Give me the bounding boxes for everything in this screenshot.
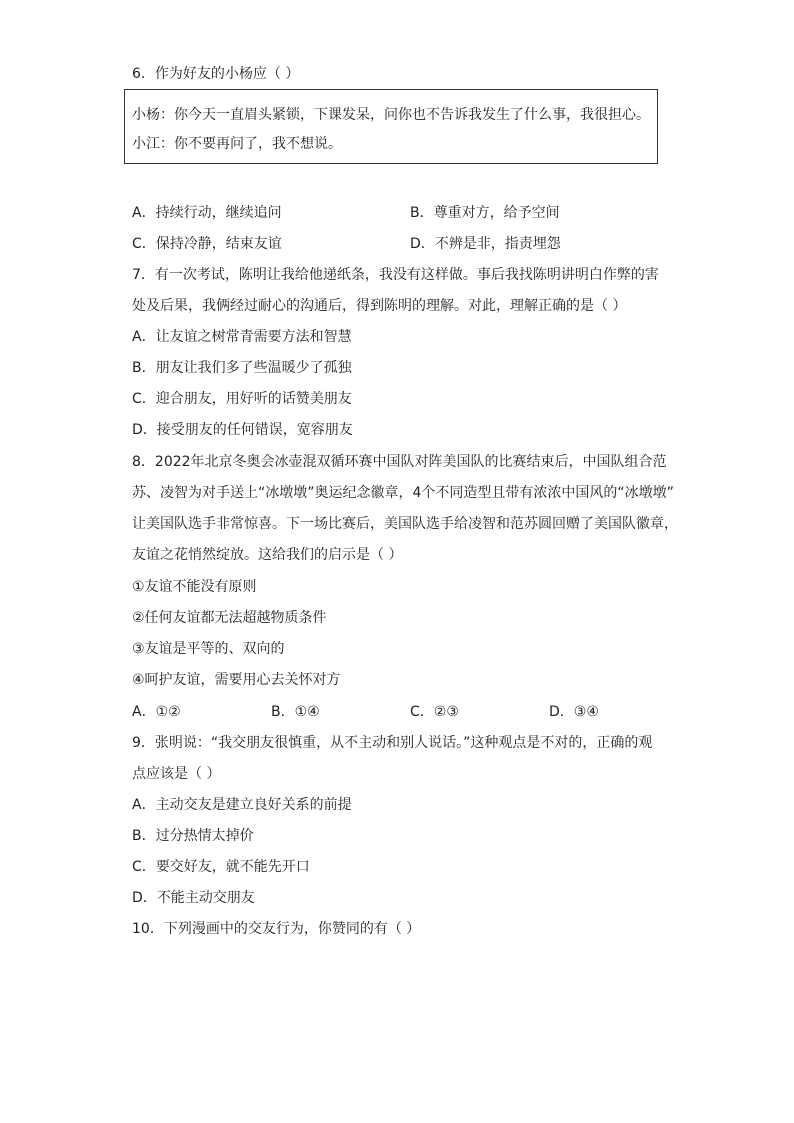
q8-stem-line: 友谊之花悄然绽放。这给我们的启示是（ ） [132, 547, 403, 563]
q9-stem-line: 点应该是（ ） [132, 766, 221, 782]
q9-stem-line: 9．张明说：“我交朋友很慎重，从不主动和别人说话。”这种观点是不对的，正确的观 [132, 735, 653, 751]
q6-stem: 6．作为好友的小杨应（ ） [132, 66, 300, 82]
q7-stem-line: 7．有一次考试，陈明让我给他递纸条，我没有这样做。事后我找陈明讲明白作弊的害 [132, 267, 659, 283]
q6-option-d: D．不辨是非，指责埋怨 [410, 236, 561, 252]
q7-option-a: A．让友谊之树常青需要方法和智慧 [132, 329, 352, 345]
q6-option-b: B．尊重对方，给予空间 [410, 205, 560, 221]
q9-option-c: C．要交好友，就不能先开口 [132, 859, 310, 875]
q9-option-a: A．主动交友是建立良好关系的前提 [132, 797, 352, 813]
q7-option-c: C．迎合朋友，用好听的话赞美朋友 [132, 391, 352, 407]
q6-option-c: C．保持冷静，结束友谊 [132, 236, 282, 252]
q8-stem-line: 苏、凌智为对手送上“冰墩墩”奥运纪念徽章，4个不同造型且带有浓浓中国风的“冰墩墩” [132, 485, 674, 501]
q8-option-c: C．②③ [410, 704, 459, 720]
q6-dialog-line: 小杨：你今天一直眉头紧锁，下课发呆，问你也不告诉我发生了什么事，我很担心。 [132, 107, 650, 123]
q8-statement-1: ①友谊不能没有原则 [132, 579, 257, 595]
q7-option-b: B．朋友让我们多了些温暖少了孤独 [132, 360, 352, 376]
q7-stem-line: 处及后果，我俩经过耐心的沟通后，得到陈明的理解。对此，理解正确的是（ ） [132, 298, 627, 314]
q9-option-d: D．不能主动交朋友 [132, 890, 255, 906]
q8-option-d: D．③④ [549, 704, 599, 720]
q6-dialog-line: 小江：你不要再问了，我不想说。 [132, 136, 342, 152]
q6-option-a: A．持续行动，继续追问 [132, 205, 282, 221]
q9-option-b: B．过分热情太掉价 [132, 828, 254, 844]
q7-option-d: D．接受朋友的任何错误，宽容朋友 [132, 422, 353, 438]
q8-statement-3: ③友谊是平等的、双向的 [132, 641, 285, 657]
q8-statement-4: ④呵护友谊，需要用心去关怀对方 [132, 672, 341, 688]
q8-statement-2: ②任何友谊都无法超越物质条件 [132, 610, 327, 626]
q6-dialog-box [124, 89, 658, 164]
q10-stem: 10．下列漫画中的交友行为，你赞同的有（ ） [132, 921, 421, 937]
q8-option-a: A．①② [132, 704, 181, 720]
q8-stem-line: 让美国队选手非常惊喜。下一场比赛后，美国队选手给凌智和范苏圆回赠了美国队徽章， [132, 516, 678, 532]
q8-stem-line: 8．2022年北京冬奥会冰壶混双循环赛中国队对阵美国队的比赛结束后，中国队组合范 [132, 454, 667, 470]
q8-option-b: B．①④ [271, 704, 320, 720]
